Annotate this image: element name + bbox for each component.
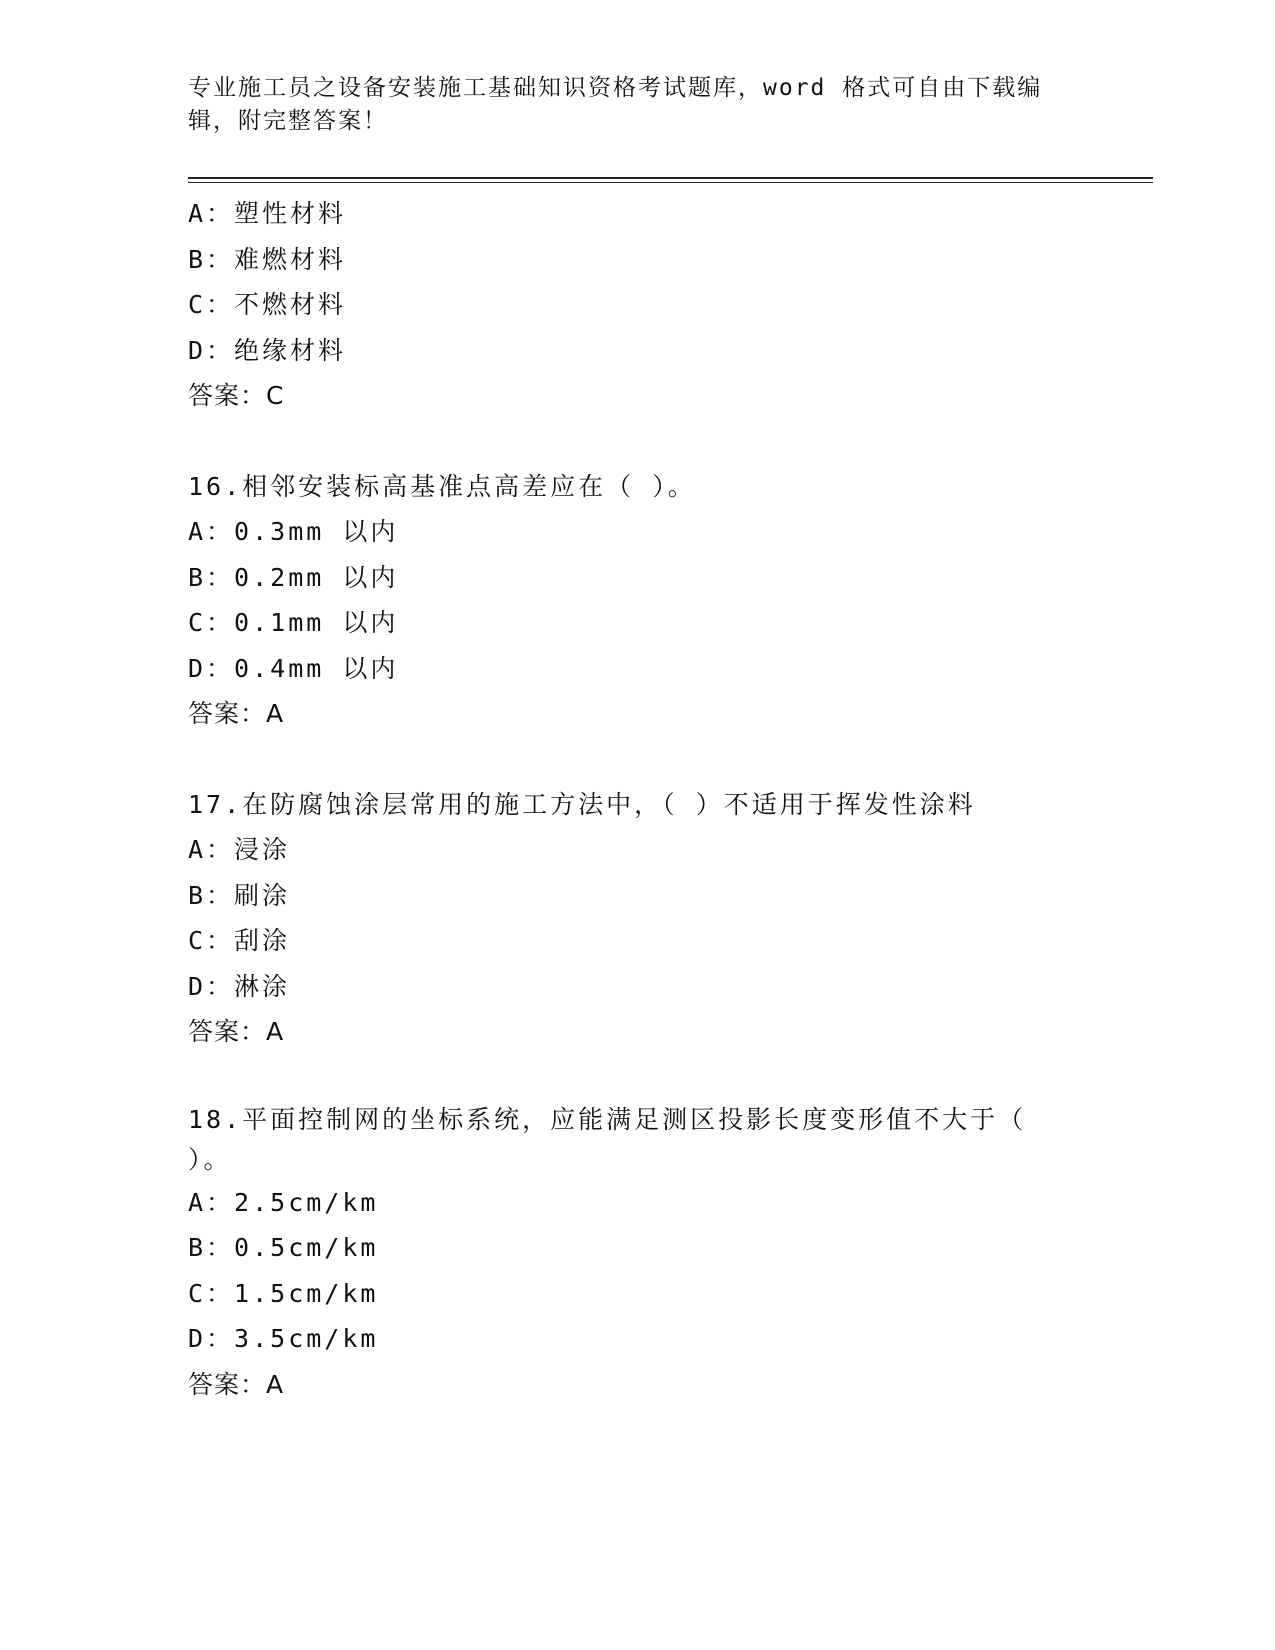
- option-a: A：2.5cm/km: [188, 1187, 379, 1217]
- question-text: 17.在防腐蚀涂层常用的施工方法中，（ ）不适用于挥发性涂料: [188, 789, 976, 819]
- header-divider-thin: [188, 182, 1153, 183]
- option-a: A：0.3mm 以内: [188, 517, 399, 546]
- option-d: D：0.4mm 以内: [188, 653, 399, 683]
- header-divider-thick: [188, 177, 1153, 179]
- question-content: [188, 191, 1153, 1407]
- document-header: 专业施工员之设备安装施工基础知识资格考试题库，word 格式可自由下载编辑，附完整答案！: [188, 75, 1043, 134]
- option-b: B：0.2mm 以内: [188, 562, 399, 592]
- answer-line: 答案：A: [188, 1369, 285, 1399]
- option-d: D：绝缘材料: [188, 335, 347, 365]
- option-a: A：塑性材料: [188, 199, 347, 228]
- question-text: 18.平面控制网的坐标系统，应能满足测区投影长度变形值不大于（ ）。: [188, 1104, 1027, 1174]
- answer-line: 答案：A: [188, 1017, 285, 1046]
- spacer: [188, 419, 1153, 464]
- answer-line: 答案：C: [188, 381, 285, 410]
- option-c: C：1.5cm/km: [188, 1278, 379, 1308]
- spacer: [188, 1055, 1153, 1100]
- option-a: A：浸涂: [188, 835, 291, 864]
- answer-line: 答案：A: [188, 699, 285, 728]
- option-c: C：刮涂: [188, 926, 291, 955]
- option-d: D：3.5cm/km: [188, 1324, 379, 1353]
- option-b: B：0.5cm/km: [188, 1233, 379, 1262]
- option-d: D：淋涂: [188, 971, 291, 1001]
- question-block-18: [188, 1100, 1153, 1408]
- option-c: C：0.1mm 以内: [188, 608, 399, 637]
- question-block-17: [188, 782, 1153, 1055]
- option-b: B：难燃材料: [188, 244, 347, 274]
- question-block-16: [188, 464, 1153, 737]
- question-block-15: [188, 191, 1153, 419]
- question-text: 16.相邻安装标高基准点高差应在（ ）。: [188, 471, 696, 501]
- option-b: B：刷涂: [188, 880, 291, 910]
- option-c: C：不燃材料: [188, 290, 347, 319]
- spacer: [188, 737, 1153, 782]
